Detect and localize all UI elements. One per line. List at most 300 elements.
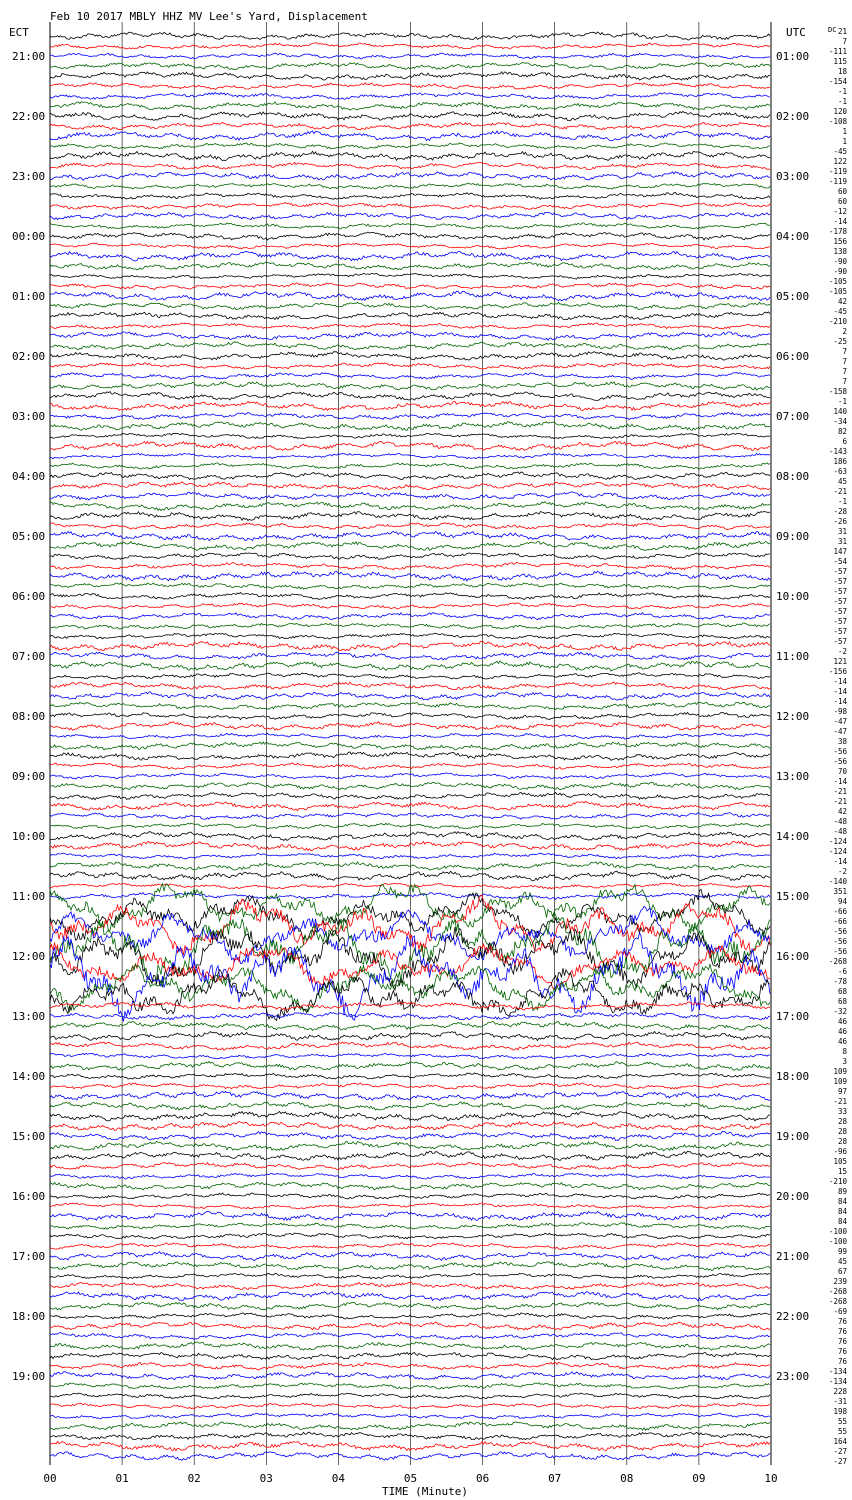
left-hour-label: 13:00 [12, 1010, 46, 1023]
trace-127 [50, 1302, 770, 1310]
dc-offset-label: -57 [833, 567, 847, 576]
trace-14 [50, 172, 770, 181]
trace-77 [50, 801, 770, 810]
trace-4 [50, 72, 770, 80]
left-hour-label: 15:00 [12, 1130, 46, 1143]
trace-98 [50, 1012, 770, 1020]
trace-113 [50, 1162, 770, 1169]
left-hour-labels [12, 50, 45, 1383]
trace-79 [50, 823, 770, 829]
dc-offset-label: -27 [833, 1447, 847, 1456]
x-axis-ticks [43, 1472, 777, 1485]
trace-106 [50, 1091, 770, 1100]
dc-offset-label: -45 [833, 307, 847, 316]
dc-offset-label: 18 [837, 67, 847, 76]
trace-5 [50, 83, 770, 90]
dc-offset-label: 33 [837, 1107, 847, 1116]
x-tick-label: 02 [187, 1472, 201, 1485]
dc-offset-label: 45 [837, 477, 847, 486]
dc-offset-label: -69 [833, 1307, 847, 1316]
dc-offset-label: -14 [833, 677, 847, 686]
trace-9 [50, 122, 770, 129]
x-tick-label: 04 [331, 1472, 346, 1485]
trace-48 [50, 511, 770, 520]
dc-offset-label: 76 [837, 1317, 847, 1326]
dc-offset-label: -27 [833, 1457, 847, 1466]
trace-139 [50, 1422, 770, 1430]
trace-65 [50, 682, 770, 690]
dc-offset-label: 351 [833, 887, 847, 896]
dc-offset-label: 31 [837, 527, 847, 536]
trace-111 [50, 1141, 770, 1151]
dc-offset-label: -47 [833, 717, 847, 726]
trace-74 [50, 773, 770, 779]
trace-39 [50, 422, 770, 431]
dc-offset-label: 164 [833, 1437, 847, 1446]
left-hour-label: 16:00 [12, 1190, 46, 1203]
trace-18 [50, 212, 770, 219]
dc-offset-label: -134 [828, 1367, 847, 1376]
trace-63 [50, 661, 770, 671]
dc-offset-label: -78 [833, 977, 847, 986]
dc-offset-label: -12 [833, 207, 847, 216]
trace-59 [50, 623, 770, 629]
dc-offset-label: -66 [833, 907, 847, 916]
trace-64 [50, 673, 770, 679]
right-hour-label: 11:00 [776, 650, 810, 663]
trace-123 [50, 1262, 770, 1271]
trace-58 [50, 613, 770, 620]
left-hour-label: 00:00 [12, 230, 46, 243]
trace-117 [50, 1203, 770, 1209]
right-hour-label: 15:00 [776, 890, 810, 903]
dc-offset-label: 46 [837, 1027, 847, 1036]
x-tick-label: 09 [692, 1472, 706, 1485]
trace-67 [50, 702, 770, 710]
dc-offset-label: -90 [833, 257, 847, 266]
right-hour-label: 08:00 [776, 470, 810, 483]
trace-130 [50, 1333, 770, 1340]
dc-offset-label: -268 [828, 1287, 847, 1296]
trace-34 [50, 373, 770, 380]
dc-offset-label: -143 [828, 447, 847, 456]
trace-6 [50, 92, 770, 99]
trace-107 [50, 1102, 770, 1110]
trace-3 [50, 62, 770, 69]
trace-108 [50, 1112, 770, 1121]
dc-offset-label: 121 [833, 657, 847, 666]
dc-offset-label: -154 [828, 77, 847, 86]
trace-97 [50, 1002, 770, 1010]
trace-119 [50, 1223, 770, 1230]
dc-offset-label: -140 [828, 877, 847, 886]
trace-134 [50, 1372, 770, 1380]
dc-offset-label: -98 [833, 707, 847, 716]
dc-offset-label: -56 [833, 937, 847, 946]
dc-offset-label: -57 [833, 587, 847, 596]
trace-0 [50, 32, 770, 40]
left-hour-label: 21:00 [12, 50, 46, 63]
trace-78 [50, 813, 770, 820]
trace-62 [50, 652, 770, 660]
left-hour-label: 14:00 [12, 1070, 46, 1083]
dc-offset-label: 21 [837, 27, 847, 36]
dc-offset-label: 239 [833, 1277, 847, 1286]
trace-116 [50, 1193, 770, 1199]
trace-115 [50, 1182, 770, 1190]
dc-offset-label: -57 [833, 597, 847, 606]
dc-offset-label: -178 [828, 227, 847, 236]
right-hour-label: 04:00 [776, 230, 810, 243]
trace-68 [50, 712, 770, 719]
x-tick-label: 10 [764, 1472, 778, 1485]
dc-offset-label: 120 [833, 107, 847, 116]
trace-36 [50, 392, 770, 401]
trace-110 [50, 1132, 770, 1141]
left-hour-label: 10:00 [12, 830, 46, 843]
trace-138 [50, 1413, 770, 1419]
trace-30 [50, 332, 770, 341]
trace-31 [50, 342, 770, 350]
trace-112 [50, 1151, 770, 1160]
dc-offset-label: 198 [833, 1407, 847, 1416]
dc-offset-label: 70 [837, 767, 847, 776]
dc-offset-label: 82 [837, 427, 847, 436]
trace-102 [50, 1053, 770, 1059]
trace-83 [50, 862, 770, 870]
trace-38 [50, 412, 770, 419]
trace-71 [50, 742, 770, 750]
dc-offset-label: 55 [837, 1417, 847, 1426]
dc-offset-label: 3 [842, 1057, 847, 1066]
x-tick-label: 06 [475, 1472, 490, 1485]
minute-grid [50, 22, 771, 1465]
trace-118 [50, 1211, 770, 1220]
dc-offset-label: 1 [842, 137, 847, 146]
trace-136 [50, 1393, 770, 1399]
dc-offset-label: -1 [837, 87, 847, 96]
trace-129 [50, 1322, 770, 1330]
dc-offset-label: -1 [837, 97, 847, 106]
trace-55 [50, 583, 770, 589]
right-hour-labels [776, 50, 809, 1383]
trace-13 [50, 162, 770, 169]
right-hour-label: 21:00 [776, 1250, 810, 1263]
seismic-traces [50, 32, 770, 1460]
dc-offset-label: -156 [828, 667, 847, 676]
dc-offset-label: 89 [837, 1187, 847, 1196]
right-hour-label: 06:00 [776, 350, 810, 363]
x-tick-label: 08 [620, 1472, 634, 1485]
dc-offset-label: -56 [833, 927, 847, 936]
trace-49 [50, 523, 770, 530]
left-hour-label: 09:00 [12, 770, 46, 783]
dc-offset-label: 46 [837, 1017, 847, 1026]
x-tick-label: 00 [43, 1472, 57, 1485]
right-hour-label: 13:00 [776, 770, 810, 783]
dc-offset-label: -31 [833, 1397, 847, 1406]
dc-offset-label: -90 [833, 267, 847, 276]
right-hour-label: 16:00 [776, 950, 810, 963]
trace-47 [50, 502, 770, 511]
trace-21 [50, 243, 770, 249]
trace-46 [50, 492, 770, 500]
trace-53 [50, 562, 770, 569]
dc-offset-label: -210 [828, 317, 847, 326]
right-hour-label: 01:00 [776, 50, 810, 63]
right-timezone-label: UTC [786, 26, 806, 39]
dc-offset-label: 76 [837, 1357, 847, 1366]
dc-offset-label: 68 [837, 997, 847, 1006]
trace-75 [50, 782, 770, 790]
right-hour-label: 02:00 [776, 110, 810, 123]
trace-101 [50, 1042, 770, 1051]
trace-22 [50, 251, 770, 261]
right-hour-label: 07:00 [776, 410, 810, 423]
dc-offset-label: -34 [833, 417, 847, 426]
trace-80 [50, 832, 770, 841]
dc-offset-label: -21 [833, 1097, 847, 1106]
dc-offset-label: 46 [837, 1037, 847, 1046]
dc-offset-label: -268 [828, 1297, 847, 1306]
right-hour-label: 20:00 [776, 1190, 810, 1203]
trace-23 [50, 262, 770, 270]
right-hour-label: 19:00 [776, 1130, 810, 1143]
left-hour-label: 03:00 [12, 410, 46, 423]
dc-offset-label: 76 [837, 1337, 847, 1346]
right-hour-label: 12:00 [776, 710, 810, 723]
dc-offset-label: -1 [837, 497, 847, 506]
left-hour-label: 12:00 [12, 950, 46, 963]
dc-header: DC [828, 26, 837, 34]
dc-offset-label: 122 [833, 157, 847, 166]
dc-offset-label: -57 [833, 637, 847, 646]
dc-offset-label: -32 [833, 1007, 847, 1016]
dc-offset-label: -57 [833, 627, 847, 636]
trace-66 [50, 692, 770, 700]
dc-offset-label: 31 [837, 537, 847, 546]
dc-offset-label: 186 [833, 457, 847, 466]
trace-124 [50, 1273, 770, 1279]
trace-20 [50, 232, 770, 240]
dc-offset-label: -48 [833, 817, 847, 826]
x-tick-label: 07 [548, 1472, 562, 1485]
trace-8 [50, 111, 770, 120]
x-axis-label: TIME (Minute) [381, 1485, 469, 1498]
trace-26 [50, 291, 770, 300]
trace-103 [50, 1062, 770, 1071]
right-hour-label: 03:00 [776, 170, 810, 183]
dc-offset-label: 7 [842, 377, 847, 386]
dc-offset-label: -14 [833, 217, 847, 226]
dc-offset-label: -14 [833, 687, 847, 696]
trace-1 [50, 43, 770, 49]
left-hour-label: 01:00 [12, 290, 46, 303]
left-hour-label: 08:00 [12, 710, 46, 723]
trace-141 [50, 1442, 770, 1451]
dc-offset-label: -21 [833, 487, 847, 496]
dc-offset-label: -14 [833, 857, 847, 866]
x-tick-label: 05 [403, 1472, 418, 1485]
trace-120 [50, 1233, 770, 1239]
trace-50 [50, 531, 770, 540]
dc-offset-label: -108 [828, 117, 847, 126]
dc-offset-label: 105 [833, 1157, 847, 1166]
x-tick-label: 01 [115, 1472, 129, 1485]
trace-73 [50, 763, 770, 770]
trace-133 [50, 1362, 770, 1370]
right-hour-label: 23:00 [776, 1370, 810, 1383]
dc-offset-label: -14 [833, 777, 847, 786]
dc-offset-label: 42 [837, 297, 847, 306]
trace-86 [50, 893, 770, 900]
right-hour-label: 22:00 [776, 1310, 810, 1323]
dc-offset-label: 115 [833, 57, 847, 66]
dc-offset-label: 97 [837, 1087, 847, 1096]
dc-offset-label: 2 [842, 327, 847, 336]
trace-44 [50, 472, 770, 480]
dc-offset-label: -111 [828, 47, 847, 56]
dc-offset-label: -26 [833, 517, 847, 526]
dc-offset-label: 45 [837, 1257, 847, 1266]
dc-offset-label: 68 [837, 987, 847, 996]
trace-91 [50, 914, 770, 983]
trace-128 [50, 1313, 770, 1319]
dc-offset-label: -210 [828, 1177, 847, 1186]
dc-offset-label: -54 [833, 557, 847, 566]
left-hour-label: 04:00 [12, 470, 46, 483]
trace-41 [50, 441, 770, 450]
left-hour-label: 19:00 [12, 1370, 46, 1383]
dc-offset-label: -47 [833, 727, 847, 736]
trace-122 [50, 1252, 770, 1261]
dc-offset-label: -100 [828, 1237, 847, 1246]
trace-114 [50, 1173, 770, 1179]
dc-offset-label: -45 [833, 147, 847, 156]
dc-offset-label: 55 [837, 1427, 847, 1436]
trace-100 [50, 1032, 770, 1041]
dc-offset-label: 28 [837, 1137, 847, 1146]
dc-offset-label: 38 [837, 737, 847, 746]
dc-offset-labels [829, 27, 848, 1466]
dc-offset-label: 1 [842, 127, 847, 136]
dc-offset-label: 7 [842, 37, 847, 46]
dc-offset-label: 76 [837, 1347, 847, 1356]
trace-17 [50, 203, 770, 210]
trace-43 [50, 463, 770, 469]
right-hour-label: 14:00 [776, 830, 810, 843]
dc-offset-label: -1 [837, 397, 847, 406]
right-hour-label: 05:00 [776, 290, 810, 303]
left-hour-label: 18:00 [12, 1310, 46, 1323]
right-hour-label: 09:00 [776, 530, 810, 543]
trace-16 [50, 193, 770, 200]
trace-140 [50, 1432, 770, 1440]
trace-125 [50, 1282, 770, 1289]
dc-offset-label: -21 [833, 787, 847, 796]
trace-11 [50, 143, 770, 149]
dc-offset-label: -124 [828, 847, 847, 856]
dc-offset-label: 28 [837, 1127, 847, 1136]
dc-offset-label: -66 [833, 917, 847, 926]
trace-45 [50, 482, 770, 490]
dc-offset-label: 156 [833, 237, 847, 246]
dc-offset-label: -100 [828, 1227, 847, 1236]
dc-offset-label: -96 [833, 1147, 847, 1156]
dc-offset-label: 84 [837, 1217, 847, 1226]
trace-57 [50, 603, 770, 609]
trace-42 [50, 453, 770, 458]
dc-offset-label: 8 [842, 1047, 847, 1056]
trace-132 [50, 1352, 770, 1359]
dc-offset-label: 28 [837, 1117, 847, 1126]
dc-offset-label: -119 [828, 177, 847, 186]
trace-84 [50, 871, 770, 880]
dc-offset-label: -28 [833, 507, 847, 516]
trace-29 [50, 323, 770, 329]
dc-offset-label: 42 [837, 807, 847, 816]
dc-offset-label: 6 [842, 437, 847, 446]
trace-69 [50, 722, 770, 731]
right-hour-label: 10:00 [776, 590, 810, 603]
trace-27 [50, 302, 770, 309]
dc-offset-label: -268 [828, 957, 847, 966]
trace-12 [50, 151, 770, 160]
trace-126 [50, 1292, 770, 1301]
left-hour-label: 23:00 [12, 170, 46, 183]
trace-33 [50, 363, 770, 370]
dc-offset-label: 147 [833, 547, 847, 556]
trace-142 [50, 1452, 770, 1460]
dc-offset-label: -21 [833, 797, 847, 806]
dc-offset-label: -57 [833, 607, 847, 616]
left-hour-label: 05:00 [12, 530, 46, 543]
dc-offset-label: -2 [837, 867, 847, 876]
trace-72 [50, 752, 770, 760]
dc-offset-label: -119 [828, 167, 847, 176]
trace-60 [50, 633, 770, 639]
left-hour-label: 17:00 [12, 1250, 46, 1263]
trace-61 [50, 641, 770, 651]
left-hour-label: 11:00 [12, 890, 46, 903]
trace-51 [50, 541, 770, 550]
dc-offset-label: 140 [833, 407, 847, 416]
trace-28 [50, 312, 770, 320]
dc-offset-label: 15 [837, 1167, 847, 1176]
trace-104 [50, 1073, 770, 1079]
dc-offset-label: 94 [837, 897, 847, 906]
dc-offset-label: 60 [837, 187, 847, 196]
dc-offset-label: 60 [837, 197, 847, 206]
dc-offset-label: -134 [828, 1377, 847, 1386]
right-hour-label: 18:00 [776, 1070, 810, 1083]
trace-37 [50, 401, 770, 410]
trace-19 [50, 223, 770, 229]
trace-2 [50, 53, 770, 59]
right-hour-label: 17:00 [776, 1010, 810, 1023]
dc-offset-label: -56 [833, 757, 847, 766]
trace-105 [50, 1083, 770, 1089]
trace-35 [50, 382, 770, 390]
trace-52 [50, 553, 770, 559]
dc-offset-label: 109 [833, 1077, 847, 1086]
dc-offset-label: -48 [833, 827, 847, 836]
trace-109 [50, 1122, 770, 1131]
dc-offset-label: -105 [828, 287, 847, 296]
trace-32 [50, 352, 770, 360]
dc-offset-label: 84 [837, 1197, 847, 1206]
dc-offset-label: -124 [828, 837, 847, 846]
